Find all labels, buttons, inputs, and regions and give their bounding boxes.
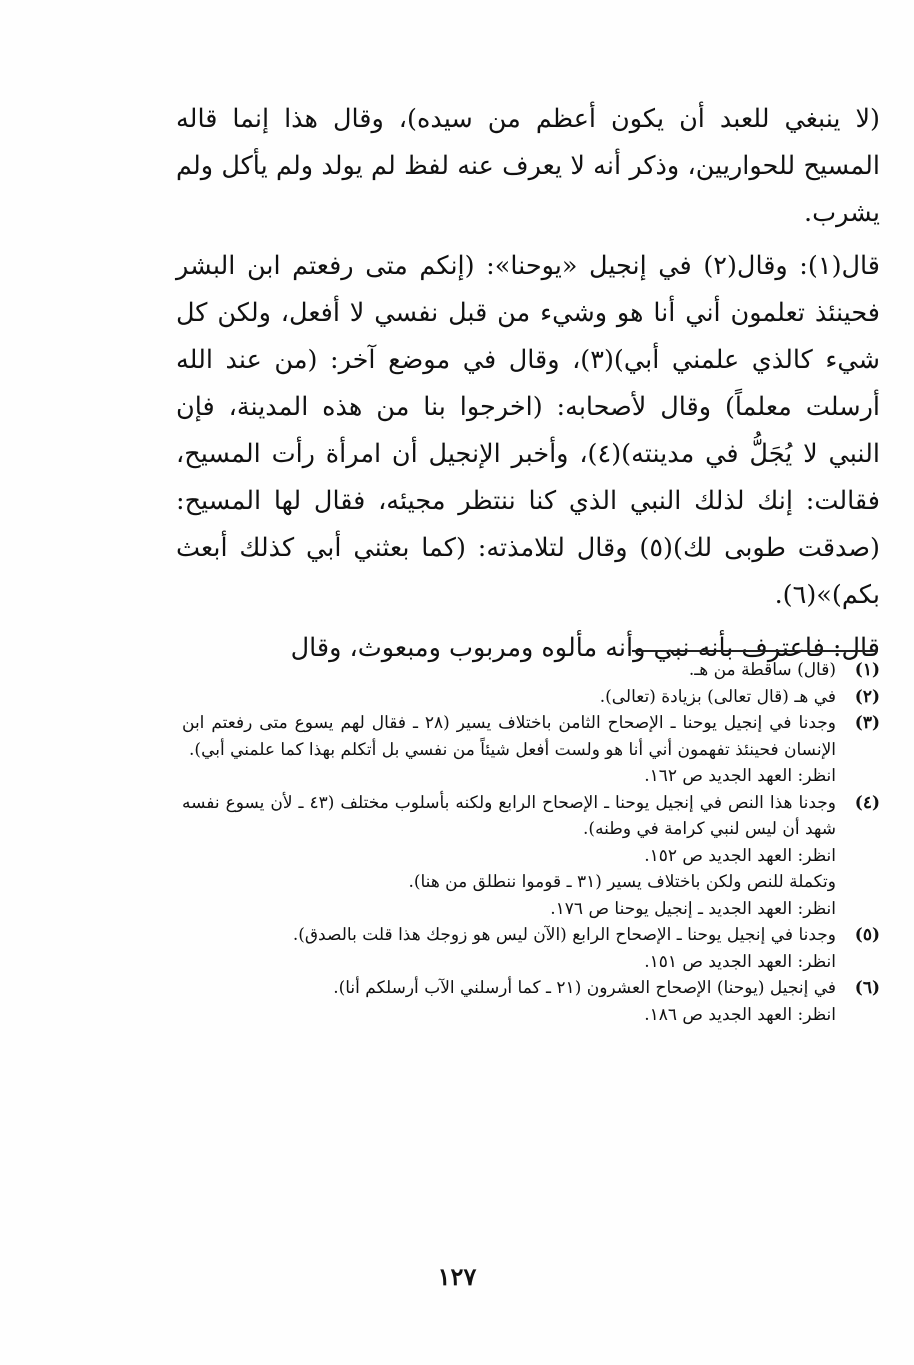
footnote-number: (٤)	[854, 792, 880, 813]
footnote-3	[182, 710, 880, 790]
main-text	[176, 96, 880, 672]
footnote-line: انظر: العهد الجديد ـ إنجيل يوحنا ص ١٧٦.	[550, 898, 836, 919]
paragraph-3: قال: فاعترف بأنه نبي وأنه مألوه ومربوب ومبعوث، وقال	[290, 633, 880, 663]
footnote-number: (٦)	[854, 978, 880, 998]
footnote-divider	[632, 650, 877, 652]
footnote-body	[182, 922, 836, 975]
footnote-1	[182, 657, 880, 684]
paragraph-2: قال(١): وقال(٢) في إنجيل «يوحنا»: (إنكم متى رفعتم ابن البشر فحينئذ تعلمون أني أنا هو وشيء من قبل نفسي لا أفعل، ولكن كل شيء كالذي علمني أبي)(٣)، وقال في موضع آخر: (من عند الله أرسلت معلماً) وقال لأصحابه: (اخرجوا بنا من هذه المدينة، فإن النبي لا يُجَلُّ في مدينته)(٤)، وأخبر الإنجيل أن امرأة رأت المسيح، فقالت: إنك لذلك النبي الذي كنا ننتظر مجيئه، فقال لها المسيح: (صدقت طوبى لك)(٥) وقال لتلامذته: (كما بعثني أبي كذلك أبعث بكم)»(٦).	[176, 251, 880, 610]
footnote-line: وجدنا في إنجيل يوحنا ـ الإصحاح الثامن باختلاف يسير (٢٨ ـ فقال لهم يسوع متى رفعتم ابن الإنسان فحينئذ تفهمون أني أنا هو ولست أفعل شيئاً من نفسي بل أتكلم بهذا كما علمني أبي).	[182, 713, 837, 760]
footnote-line: انظر: العهد الجديد ص ١٨٦.	[644, 1004, 836, 1025]
footnote-line: وجدنا في إنجيل يوحنا ـ الإصحاح الرابع (الآن ليس هو زوجك هذا قلت بالصدق).	[292, 925, 836, 945]
footnote-number: (٥)	[854, 925, 880, 945]
footnote-line: انظر: العهد الجديد ص ١٦٢.	[644, 766, 836, 786]
footnote-2	[182, 684, 880, 711]
footnote-5	[182, 922, 880, 975]
footnote-body	[182, 657, 836, 684]
footnote-line: (قال) ساقطة من هـ.	[688, 660, 836, 680]
footnote-line: انظر: العهد الجديد ص ١٥١.	[644, 951, 836, 972]
footnote-line: في إنجيل (يوحنا) الإصحاح العشرون (٢١ ـ كما أرسلني الآب أرسلكم أنا).	[333, 978, 836, 998]
footnote-line: وتكملة للنص ولكن باختلاف يسير (٣١ ـ قوموا ننطلق من هنا).	[408, 872, 836, 892]
footnote-4	[182, 790, 880, 923]
footnotes	[182, 657, 880, 1028]
footnote-line: انظر: العهد الجديد ص ١٥٢.	[644, 845, 836, 866]
footnote-line: في هـ (قال تعالى) بزيادة (تعالى).	[599, 686, 836, 707]
footnote-body	[182, 975, 836, 1028]
footnote-body	[182, 710, 836, 790]
paragraph-1: (لا ينبغي للعبد أن يكون أعظم من سيده)، وقال هذا إنما قاله المسيح للحواريين، وذكر أنه لا يعرف عنه لفظ لم يولد ولم يأكل ولم يشرب.	[176, 104, 880, 228]
footnote-number: (٣)	[854, 713, 880, 733]
footnote-line: وجدنا هذا النص في إنجيل يوحنا ـ الإصحاح الرابع ولكنه بأسلوب مختلف (٤٣ ـ لأن يسوع نفسه شهد أن ليس لنبي كرامة في وطنه).	[182, 792, 836, 839]
footnote-body	[182, 684, 836, 711]
page-number: ١٢٧	[437, 1262, 477, 1291]
footnote-number: (٢)	[854, 686, 880, 707]
footnote-number: (١)	[854, 660, 880, 680]
footnote-6	[182, 975, 880, 1028]
footnote-body	[182, 790, 836, 923]
